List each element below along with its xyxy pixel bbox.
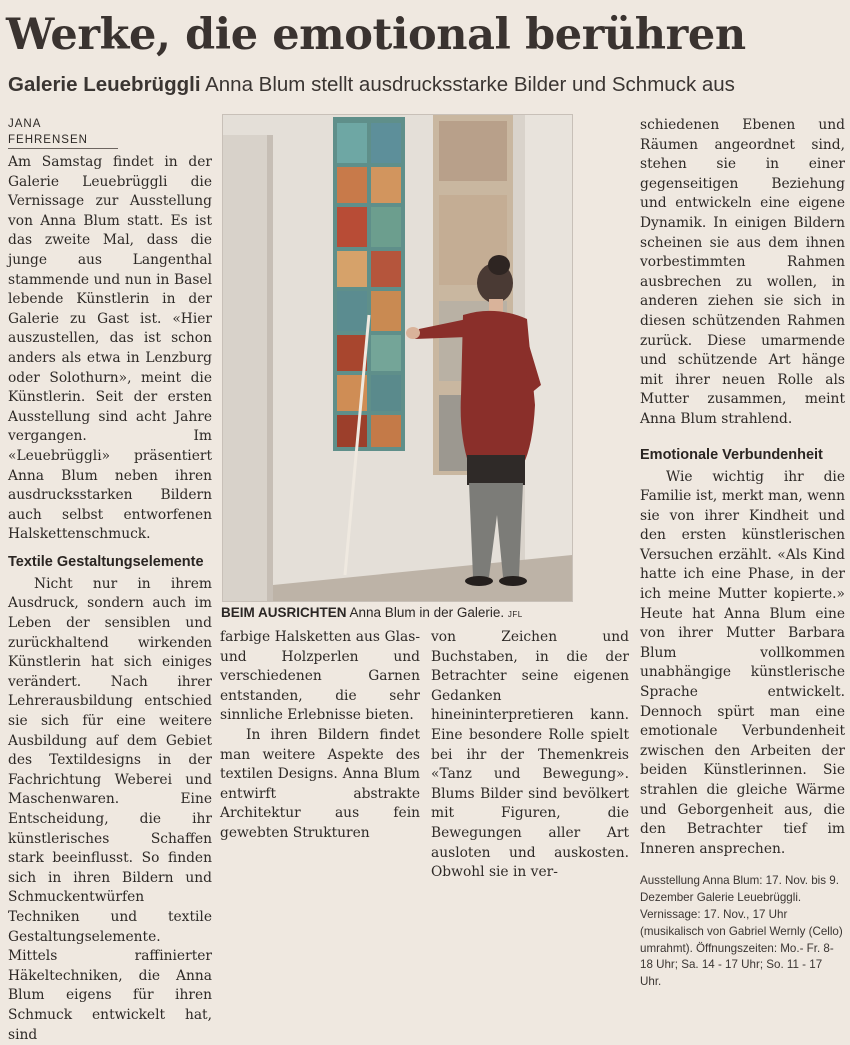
paragraph: Am Samstag findet in der Galerie Leuebrüggli die Vernissage zur Ausstellung von Anna Blum statt. Es ist das zweite Mal, dass die junge aus Langenthal stammende und nun in Basel lebende Künstlerin in der Galerie zu Gast ist. «Hier auszustellen, das ist schon anders als etwa in Lenzburg oder Solothurn», meint die Künstlerin. Seit der ersten Ausstellung sind acht Jahre vergangen. Im «Leuebrüggli» präsentiert Anna Blum neben ihren ausdrucksstarken Bildern auch selbst entworfenen Halskettenschmuck. [8, 154, 212, 543]
column-4 [640, 116, 845, 991]
column-1 [8, 116, 212, 1045]
photo-credit: JFL [507, 610, 523, 619]
caption-text: Anna Blum in der Galerie. [349, 605, 505, 620]
column-2 [220, 628, 420, 844]
section-heading: Textile Gestaltungselemente [8, 553, 204, 570]
paragraph: schiedenen Ebenen und Räumen angeordnet sind, stehen sie in einer gegenseitigen Beziehung und entwickeln eine eigene Dynamik. In einigen Bildern scheinen sie aus dem ihnen vorbestimmten Rahmen ausbrechen zu wollen, in anderen ziehen sie sich in diesen schützenden Rahmen zurück. Diese umarmende und schützende Art hänge mit ihrer neuen Rolle als Mutter zusammen, meint Anna Blum strahlend. [640, 117, 845, 427]
author-byline: JANA FEHRENSEN [8, 116, 118, 149]
exhibition-info: Ausstellung Anna Blum: 17. Nov. bis 9. Dezember Galerie Leuebrüggli. Vernissage: 17. Nov., 17 Uhr (musikalisch von Gabriel Wernly (Cello) umrahmt). Öffnungszeiten: Mo.- Fr. 8-18 Uhr; Sa. 14 - 17 Uhr; So. 11 - 17 Uhr. [640, 874, 843, 989]
headline: Werke, die emotional berühren [6, 10, 746, 60]
section-heading: Emotionale Verbundenheit [640, 446, 823, 463]
subheadline-text: Anna Blum stellt ausdrucksstarke Bilder und Schmuck aus [205, 73, 735, 96]
paragraph: Wie wichtig ihr die Familie ist, merkt man, wenn sie von ihrer Kindheit und den ersten künstlerischen Versuchen erzählt. «Als Kind hatte ich eine Phase, in der ich meine Mutter kopierte.» Heute hat Anna Blum eine von ihrer Mutter Barbara Blum vollkommen unabhängige künstlerische Sprache entwickelt. Dennoch spürt man eine emotionale Verbundenheit zwischen den Arbeiten der beiden Künstlerinnen. Sie strahlen die gleiche Wärme und Geborgenheit aus, die den Betrachter tief im Inneren ansprechen. [640, 468, 845, 857]
subheadline [8, 72, 848, 98]
photo-caption [221, 604, 581, 624]
article-photo [222, 114, 573, 602]
paragraph: farbige Halsketten aus Glas- und Holzperlen und verschiedenen Garnen entstanden, die sehr sinnliche Erlebnisse bieten. [220, 629, 420, 724]
subheadline-kicker: Galerie Leuebrüggli [8, 73, 201, 96]
paragraph: von Zeichen und Buchstaben, in die der Betrachter seine eigenen Gedanken hineininterpretieren kann. Eine besondere Rolle spielt bei ihr der Themenkreis «Tanz und Bewegung». Blums Bilder sind bevölkert mit Figuren, die Bewegungen aller Art ausloten und auskosten. Obwohl sie in ver- [431, 629, 629, 881]
gallery-photo-illustration [223, 115, 572, 601]
paragraph: In ihren Bildern findet man weitere Aspekte des textilen Designs. Anna Blum entwirft abstrakte Architektur aus fein gewebten Strukturen [220, 726, 420, 841]
column-3 [431, 628, 629, 883]
paragraph: Nicht nur in ihrem Ausdruck, sondern auch im Leben der sensiblen und zurückhaltend wirkenden Künstlerin hat sich einiges verändert. Nach ihrer Lehrerausbildung entschied sie sich für eine weitere Ausbildung auf dem Gebiet des Textildesigns in der Fachrichtung Weberei und Maschenwaren. Eine Entscheidung, die ihr künstlerisches Schaffen stark beeinflusst. So finden sich in ihren Bildern und Schmuckentwürfen Techniken und textile Gestaltungselemente. Mittels raffinierter Häkeltechniken, die Anna Blum eigens für ihren Schmuck entwickelt hat, sind [8, 575, 212, 1043]
caption-kicker: BEIM AUSRICHTEN [221, 605, 347, 620]
